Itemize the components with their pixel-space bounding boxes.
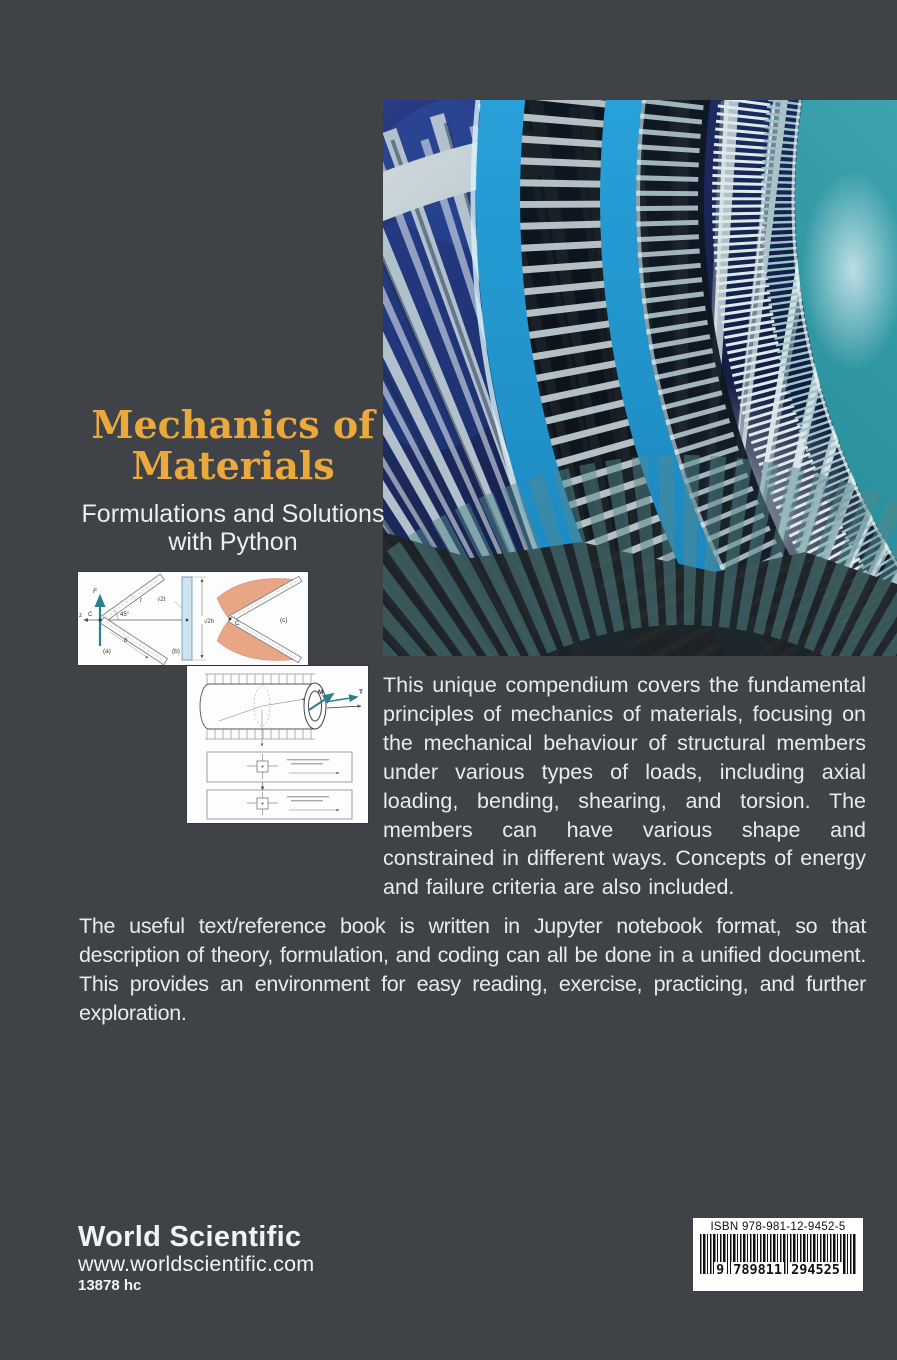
svg-text:√2h: √2h xyxy=(204,619,214,625)
book-title-line1: Mechanics of xyxy=(91,402,375,447)
title-block xyxy=(55,404,411,556)
svg-text:C: C xyxy=(88,612,93,618)
publisher-website: www.worldscientific.com xyxy=(78,1252,315,1276)
svg-text:(b): (b) xyxy=(172,648,180,655)
publisher-block xyxy=(78,1222,314,1295)
figure-cylinder-diagram xyxy=(187,666,368,823)
publisher-stock-code: 13878 hc xyxy=(78,1277,142,1294)
ean-digit-group-1: 9 xyxy=(716,1262,725,1278)
svg-text:(a): (a) xyxy=(103,648,111,655)
turbine-blades-photo xyxy=(383,100,897,656)
svg-text:√2t: √2t xyxy=(157,597,166,603)
description-paragraph-2: The useful text/reference book is written in Jupyter notebook format, so that description of theory, formulation, and coding can all be done in a unified document. This provides an environment for easy reading, exercise, practicing, and further exploration. xyxy=(79,914,866,1025)
isbn-label: ISBN 978-981-12-9452-5 xyxy=(710,1221,846,1233)
ean-digit-group-2: 789811 xyxy=(733,1262,783,1278)
svg-text:t: t xyxy=(140,598,142,604)
barcode-digits xyxy=(693,1262,863,1278)
description-paragraph-1: This unique compendium covers the fundamental principles of mechanics of materials, focusing on the mechanical behaviour of structural members under various types of loads, including axial loading, bending, shearing, and torsion. The members can have various shape and constrained in different ways. Concepts of energy and failure criteria are also included. xyxy=(383,673,866,900)
book-subtitle xyxy=(55,500,411,556)
subtitle-line2: with Python xyxy=(168,528,298,556)
publisher-name: World Scientific xyxy=(78,1221,302,1253)
svg-text:45°: 45° xyxy=(120,612,130,618)
svg-text:b: b xyxy=(124,638,128,644)
svg-text:(c): (c) xyxy=(280,617,288,624)
svg-text:F: F xyxy=(93,588,97,595)
svg-text:M: M xyxy=(318,689,324,696)
book-title-line2: Materials xyxy=(131,443,335,488)
svg-text:C: C xyxy=(235,621,240,627)
svg-text:z: z xyxy=(79,613,82,619)
ean-digit-group-3: 294525 xyxy=(791,1262,840,1278)
isbn-barcode xyxy=(693,1218,863,1291)
subtitle-line1: Formulations and Solutions xyxy=(81,500,385,528)
svg-text:T: T xyxy=(359,689,363,696)
figure-beam-diagram xyxy=(78,572,308,665)
